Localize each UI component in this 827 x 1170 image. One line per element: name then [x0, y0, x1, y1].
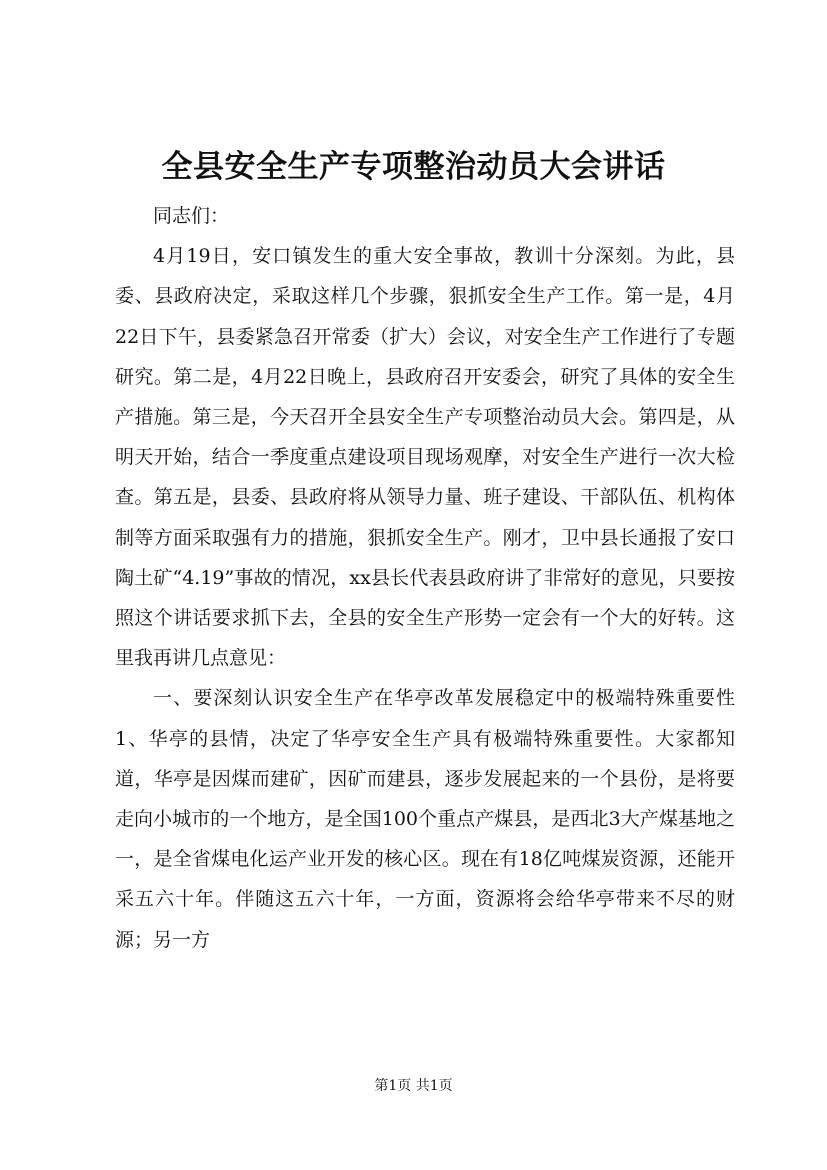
page-footer: 第1页 共1页	[374, 1078, 453, 1094]
document-title: 全县安全生产专项整治动员大会讲话	[161, 149, 666, 185]
paragraph-2: 一、要深刻认识安全生产在华亭改革发展稳定中的极端特殊重要性1、华亭的县情，决定了华亭安全生产具有极端特殊重要性。大家都知道，华亭是因煤而建矿，因矿而建县，逐步发展起来的一个县份，是将要走向小城市的一个地方，是全国100个重点产煤县，是西北3大产煤基地之一，是全省煤电化运产业开发的核心区。现在有18亿吨煤炭资源，还能开采五六十年。伴随这五六十年，一方面，资源将会给华亭带来不尽的财源；另一方	[115, 687, 735, 951]
salutation: 同志们：	[153, 205, 230, 227]
paragraph-1: 4月19日，安口镇发生的重大安全事故，教训十分深刻。为此，县委、县政府决定，采取这样几个步骤，狠抓安全生产工作。第一是，4月22日下午，县委紧急召开常委（扩大）会议，对安全生产工作进行了专题研究。第二是，4月22日晚上，县政府召开安委会，研究了具体的安全生产措施。第三是，今天召开全县安全生产专项整治动员大会。第四是，从明天开始，结合一季度重点建设项目现场观摩，对安全生产进行一次大检查。第五是，县委、县政府将从领导力量、班子建设、干部队伍、机构体制等方面采取强有力的措施，狠抓安全生产。刚才，卫中县长通报了安口陶土矿“4.19”事故的情况，xx县长代表县政府讲了非常好的意见，只要按照这个讲话要求抓下去，全县的安全生产形势一定会有一个大的好转。这里我再讲几点意见：	[115, 245, 735, 670]
document-body	[115, 196, 735, 960]
